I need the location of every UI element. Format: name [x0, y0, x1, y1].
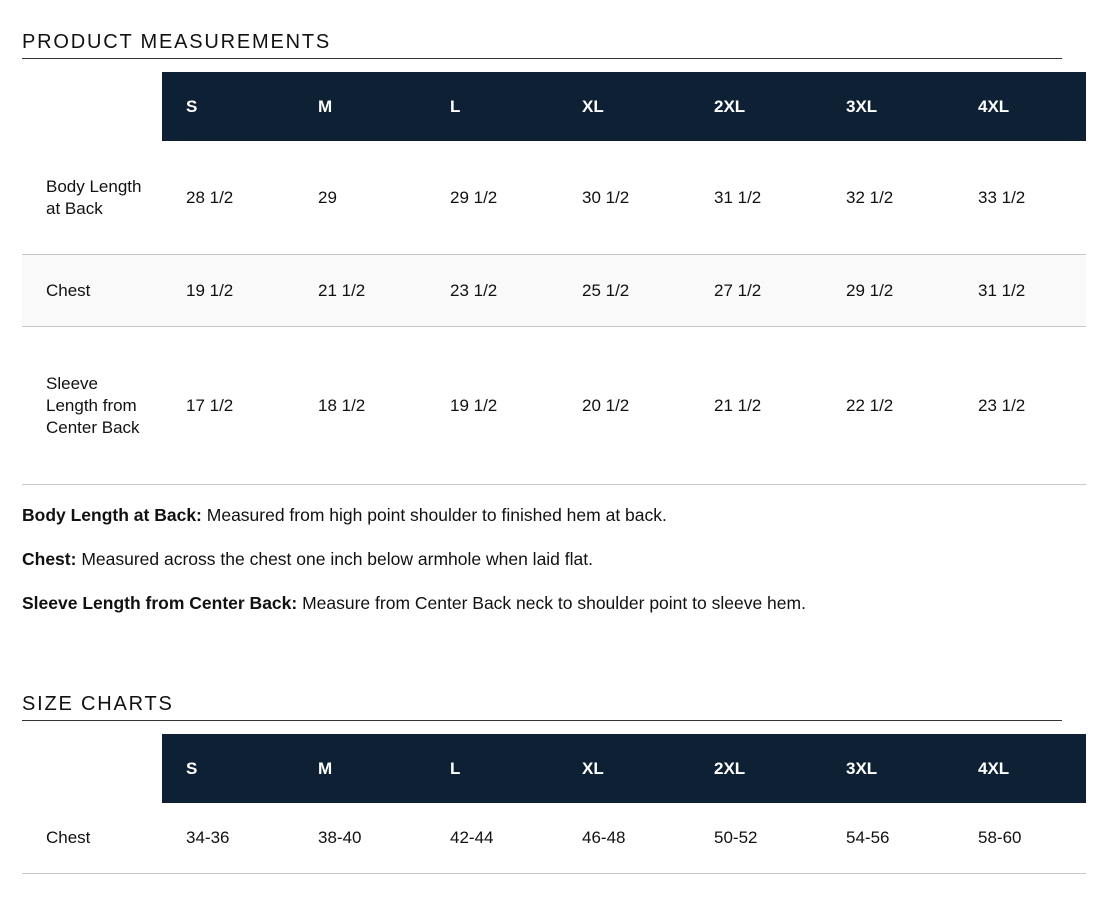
table-cell: 29 1/2	[822, 255, 954, 327]
table-cell: 54-56	[822, 803, 954, 874]
table-header-row	[22, 734, 1086, 803]
note-term: Body Length at Back:	[22, 505, 202, 525]
table-cell: 19 1/2	[426, 327, 558, 485]
row-label: Chest	[22, 255, 162, 327]
size-header-2xl: 2XL	[690, 72, 822, 141]
table-row-sleeve-length	[22, 327, 1086, 485]
table-cell: 30 1/2	[558, 141, 690, 255]
table-cell: 17 1/2	[162, 327, 294, 485]
table-cell: 32 1/2	[822, 141, 954, 255]
table-cell: 28 1/2	[162, 141, 294, 255]
table-cell: 27 1/2	[690, 255, 822, 327]
note-text: Measure from Center Back neck to shoulder point to sleeve hem.	[297, 593, 806, 613]
note-term: Chest:	[22, 549, 77, 569]
note-term: Sleeve Length from Center Back:	[22, 593, 298, 613]
table-cell: 22 1/2	[822, 327, 954, 485]
table-cell: 21 1/2	[294, 255, 426, 327]
size-header-m: M	[294, 734, 426, 803]
note-text: Measured across the chest one inch below armhole when laid flat.	[76, 549, 593, 569]
size-header-l: L	[426, 734, 558, 803]
table-header-row	[22, 72, 1086, 141]
product-measurements-table	[22, 72, 1086, 485]
header-blank-cell	[22, 734, 162, 803]
size-header-l: L	[426, 72, 558, 141]
table-cell: 29	[294, 141, 426, 255]
table-cell: 21 1/2	[690, 327, 822, 485]
table-cell: 31 1/2	[954, 255, 1086, 327]
table-cell: 25 1/2	[558, 255, 690, 327]
table-row-chest	[22, 255, 1086, 327]
size-header-3xl: 3XL	[822, 734, 954, 803]
table-cell: 58-60	[954, 803, 1086, 874]
table-cell: 38-40	[294, 803, 426, 874]
table-cell: 33 1/2	[954, 141, 1086, 255]
row-label: Chest	[22, 803, 162, 874]
size-header-2xl: 2XL	[690, 734, 822, 803]
table-cell: 20 1/2	[558, 327, 690, 485]
table-cell: 19 1/2	[162, 255, 294, 327]
table-cell: 50-52	[690, 803, 822, 874]
table-row-body-length	[22, 141, 1086, 255]
table-cell: 18 1/2	[294, 327, 426, 485]
table-row-chest	[22, 803, 1086, 874]
size-header-3xl: 3XL	[822, 72, 954, 141]
table-cell: 34-36	[162, 803, 294, 874]
note-body-length	[22, 503, 1082, 527]
size-charts-title: SIZE CHARTS	[22, 692, 1062, 721]
product-measurements-title: PRODUCT MEASUREMENTS	[22, 30, 1062, 59]
size-charts-table	[22, 734, 1086, 874]
size-header-m: M	[294, 72, 426, 141]
size-header-4xl: 4XL	[954, 72, 1086, 141]
table-cell: 46-48	[558, 803, 690, 874]
size-header-xl: XL	[558, 734, 690, 803]
size-header-xl: XL	[558, 72, 690, 141]
note-text: Measured from high point shoulder to finished hem at back.	[201, 505, 667, 525]
table-cell: 42-44	[426, 803, 558, 874]
note-chest	[22, 547, 1082, 571]
size-header-4xl: 4XL	[954, 734, 1086, 803]
table-cell: 23 1/2	[954, 327, 1086, 485]
table-cell: 23 1/2	[426, 255, 558, 327]
header-blank-cell	[22, 72, 162, 141]
note-sleeve-length	[22, 591, 1082, 615]
row-label: Sleeve Length from Center Back	[22, 327, 162, 485]
measurement-notes	[22, 503, 1082, 635]
table-cell: 29 1/2	[426, 141, 558, 255]
size-header-s: S	[162, 734, 294, 803]
table-cell: 31 1/2	[690, 141, 822, 255]
row-label: Body Length at Back	[22, 141, 162, 255]
size-header-s: S	[162, 72, 294, 141]
